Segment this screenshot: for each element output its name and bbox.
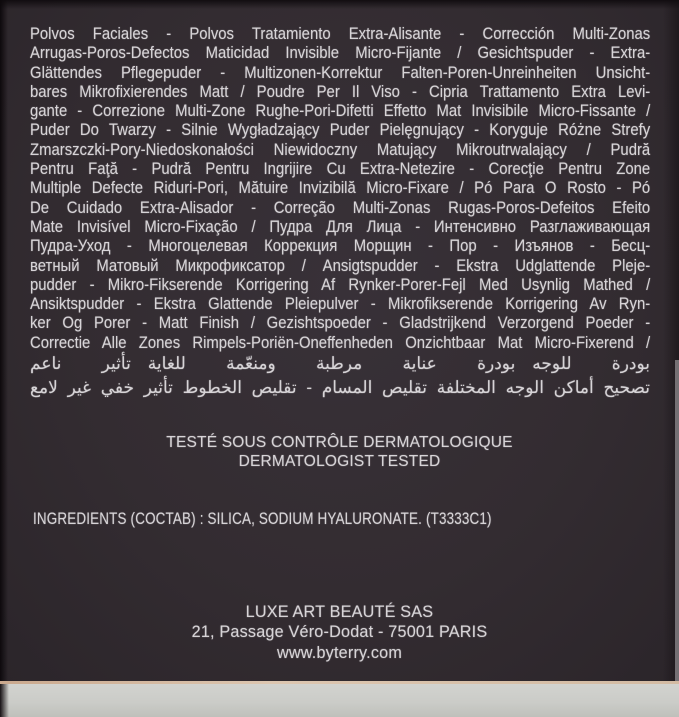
description-line: Zmarszczki-Pory-Niedoskonałości Niewidoczny Matujący Mikroutrwalający / Pudră xyxy=(30,139,651,159)
box-right-edge-highlight xyxy=(675,360,679,684)
description-line: Пудра-Уход - Многоцелевая Коррекция Морщин - Пор - Изъянов - Бесц- xyxy=(30,236,651,256)
manufacturer-block xyxy=(0,602,679,663)
box-top-edge-shadow xyxy=(0,0,679,9)
arabic-description-line: تصحيح أماكن الوجه المختلفة تقليص المسام - تقليص الخطوط تأثير خفي غير لامع xyxy=(30,377,650,397)
company-name: LUXE ART BEAUTÉ SAS xyxy=(245,603,434,621)
description-line: Puder Do Twarzy - Silnie Wygładzający Puder Pielęgnujący - Koryguje Różne Strefy xyxy=(30,120,651,140)
website-url: www.byterry.com xyxy=(276,643,403,662)
multilingual-description xyxy=(30,24,650,352)
description-line: ветный Матовый Микрофиксатор / Ansigtspudder - Ekstra Udglattende Pleje- xyxy=(30,255,651,275)
description-line: Polvos Faciales - Polvos Tratamiento Extra-Alisante - Corrección Multi-Zonas xyxy=(30,24,651,43)
company-address: 21, Passage Véro-Dodat - 75001 PARIS xyxy=(191,623,488,642)
dermatology-tested-french: TESTÉ SOUS CONTRÔLE DERMATOLOGIQUE xyxy=(166,434,513,451)
description-line: De Cuidado Extra-Alisador - Correção Multi-Zonas Rugas-Poros-Defeitos Efeito xyxy=(30,197,651,217)
description-line: Pentru Faţă - Pudră Pentru Ingrijire Cu Extra-Netezire - Corecţie Pentru Zone xyxy=(30,159,651,179)
ingredients-line: INGREDIENTS (COCTAB) : SILICA, SODIUM HYALURONATE. (T3333C1) xyxy=(33,510,492,528)
box-left-edge-shadow xyxy=(0,0,8,684)
dermatology-tested-block xyxy=(0,433,679,471)
arabic-description-line: بودرة للوجه بودرة عناية مرطبة ومنعّمة للغاية تأثير ناعم xyxy=(30,354,650,373)
description-line: bares Mikrofixierendes Matt / Poudre Per Il Viso - Cipria Trattamento Extra Levi- xyxy=(30,81,651,101)
description-line: pudder - Mikro-Fikserende Korrigering Af Rynker-Porer-Fejl Med Usynlig Mathed / xyxy=(30,274,651,294)
box-bottom-silver-edge xyxy=(0,681,679,717)
description-line: Mate Invisível Micro-Fixação / Пудра Для Лица - Интенсивно Разглаживающая xyxy=(30,216,651,236)
description-line: Glättendes Pflegepuder - Multizonen-Korrektur Falten-Poren-Unreinheiten Unsicht- xyxy=(30,62,651,82)
bottom-edge-silver-surface xyxy=(0,684,679,717)
description-line: gante - Correzione Multi-Zone Rughe-Pori-Difetti Effetto Mat Invisibile Micro-Fissante / xyxy=(30,101,651,121)
arabic-description xyxy=(30,352,650,400)
description-line: Correctie Alle Zones Rimpels-Poriën-Oneffenheden Onzichtbaar Mat Micro-Fixerend / xyxy=(30,332,651,352)
dermatology-tested-english: DERMATOLOGIST TESTED xyxy=(238,453,441,470)
description-line: Ansiktspudder - Ekstra Glattende Pleiepulver - Mikrofikserende Korrigering Av Ryn- xyxy=(30,294,651,314)
description-line: ker Og Porer - Matt Finish / Gezishtspoeder - Gladstrijkend Verzorgend Poeder - xyxy=(30,313,651,333)
description-line: Arrugas-Poros-Defectos Maticidad Invisible Micro-Fijante / Gesichtspuder - Extra- xyxy=(30,43,651,63)
description-line: Multiple Defecte Riduri-Pori, Mătuire Invizibilă Micro-Fixare / Pó Para O Rosto - Pó xyxy=(30,178,651,198)
bottom-left-corner-shadow xyxy=(0,684,9,717)
